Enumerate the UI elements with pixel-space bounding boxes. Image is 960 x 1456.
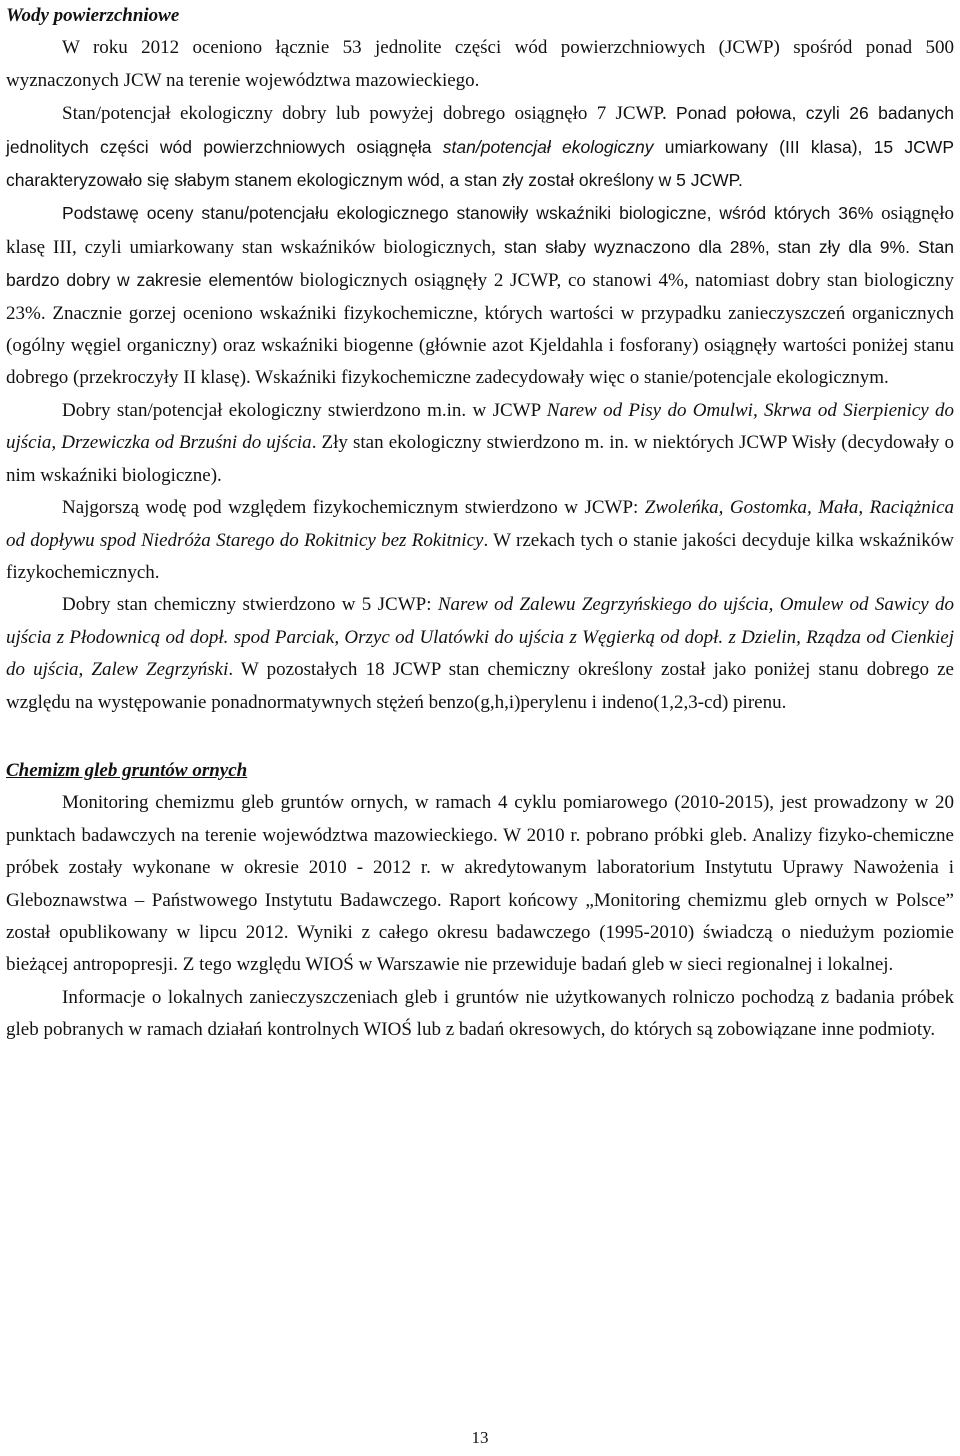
section-spacer <box>6 719 954 755</box>
river-names: Narew od Pisy do Omulwi, Skrwa od Sierpienicy do ujścia, Drzewiczka od Brzuśni do ujścia <box>6 399 954 454</box>
paragraph-ecological-status <box>6 97 954 197</box>
paragraph-text: Informacje o lokalnych zanieczyszczeniach gleb i gruntów nie użytkowanych rolniczo pochodzą z badania próbek gleb pobranych w ramach działań kontrolnych WIOŚ lub z badań okresowych, do których są zobowiązane inne podmioty. <box>6 986 954 1041</box>
page-number: 13 <box>471 1428 489 1447</box>
paragraph-assessment-count <box>6 32 954 97</box>
paragraph-text: Podstawę oceny stanu/potencjału ekologicznego stanowiły wskaźniki biologiczne, wśród których 36% <box>62 203 882 224</box>
paragraph-text: Dobry stan chemiczny stwierdzono w 5 JCWP: <box>62 594 438 616</box>
section-heading-surface-waters: Wody powierzchniowe <box>6 5 180 26</box>
paragraph-text: biologicznych osiągnęły 2 JCWP, co stanowi 4%, natomiast dobry stan biologiczny 23%. Znacznie gorzej oceniono wskaźniki fizykochemiczne, których wartości w przypadku zanieczyszczeń organicznych (ogólny węgiel organiczny) oraz wskaźniki biogenne (głównie azot Kjeldahla i fosforany) osiągnęły wartości poniżej stanu dobrego (przekroczyły II klasę). Wskaźniki fizykochemiczne zadecydowały więc o stanie/potencjale ekologicznym. <box>6 270 954 389</box>
paragraph-text: osiągnęło klasę III, czyli umiarkowany stan wskaźników biologicznych, <box>6 203 954 258</box>
document-page <box>6 0 954 1047</box>
paragraph-text: W roku 2012 oceniono łącznie 53 jednolite części wód powierzchniowych (JCWP) spośród ponad 500 wyznaczonych JCW na terenie województwa mazowieckiego. <box>6 37 954 91</box>
paragraph-text: stan słaby wyznaczono dla 28%, stan zły dla 9%. <box>495 236 918 257</box>
italic-term: stan/potencjał ekologiczny <box>442 136 654 157</box>
paragraph-chemical-status <box>6 589 954 719</box>
river-names: Zwoleńka, Gostomka, Mała, Raciążnica od dopływu spod Niedróża Starego do Rokitnicy bez Rokitnicy <box>6 497 955 551</box>
paragraph-good-status <box>6 395 954 492</box>
paragraph-text: Dobry stan/potencjał ekologiczny stwierdzono m.in. w JCWP <box>62 399 547 421</box>
paragraph-text: umiarkowany (III klasa), 15 JCWP charakteryzowało się słabym stanem ekologicznym wód, a stan zły został określony w 5 JCWP. <box>6 136 954 191</box>
paragraph-text: . Zły stan ekologiczny stwierdzono m. in. w niektórych JCWP Wisły (decydowały o nim wskaźniki biologiczne). <box>6 432 954 486</box>
paragraph-text: . W rzekach tych o stanie jakości decyduje kilka wskaźników fizykochemicznych. <box>6 529 954 583</box>
paragraph-biological-indicators <box>6 197 954 394</box>
paragraph-text: Monitoring chemizmu gleb gruntów ornych, w ramach 4 cyklu pomiarowego (2010-2015), jest prowadzony w 20 punktach badawczych na terenie województwa mazowieckiego. W 2010 r. pobrano próbki gleb. Analizy fizyko-chemiczne próbek zostały wykonane w okresie 2010 - 2012 r. w akredytowanym laboratorium Instytutu Uprawy Nawożenia i Gleboznawstwa – Państwowego Instytutu Badawczego. Raport końcowy „Monitoring chemizmu gleb ornych w Polsce” został opublikowany w lipcu 2012. Wyniki z całego okresu badawczego (1995-2010) świadczą o niedużym poziomie bieżącej antropopresji. Z tego względu WIOŚ w Warszawie nie przewiduje badań gleb w sieci regionalnej i lokalnej. <box>6 792 954 976</box>
paragraph-text: Stan bardzo dobry w zakresie elementów <box>6 236 954 291</box>
paragraph-text: Stan/potencjał ekologiczny dobry lub powyżej dobrego osiągnęło 7 JCWP. <box>62 103 677 125</box>
paragraph-soil-monitoring <box>6 787 954 981</box>
section-heading-soil-chemistry: Chemizm gleb gruntów ornych <box>6 759 248 781</box>
paragraph-text: . W pozostałych 18 JCWP stan chemiczny określony został jako poniżej stanu dobrego ze względu na występowanie ponadnormatywnych stężeń benzo(g,h,i)perylenu i indeno(1,2,3-cd) pirenu. <box>6 659 954 713</box>
paragraph-local-pollution <box>6 982 954 1047</box>
paragraph-text: Najgorszą wodę pod względem fizykochemicznym stwierdzono w JCWP: <box>62 497 645 519</box>
paragraph-text: Ponad połowa, czyli 26 badanych jednolitych części wód powierzchniowych osiągnęła <box>6 103 954 157</box>
river-names: Narew od Zalewu Zegrzyńskiego do ujścia, Omulew od Sawicy do ujścia z Płodownicą od dopł. spod Parciak, Orzyc od Ulatówki do ujścia z Węgierką od dopł. z Dzielin, Rządza od Cienkiej do ujścia, Zalew Zegrzyński <box>6 594 954 681</box>
paragraph-worst-water <box>6 492 954 589</box>
